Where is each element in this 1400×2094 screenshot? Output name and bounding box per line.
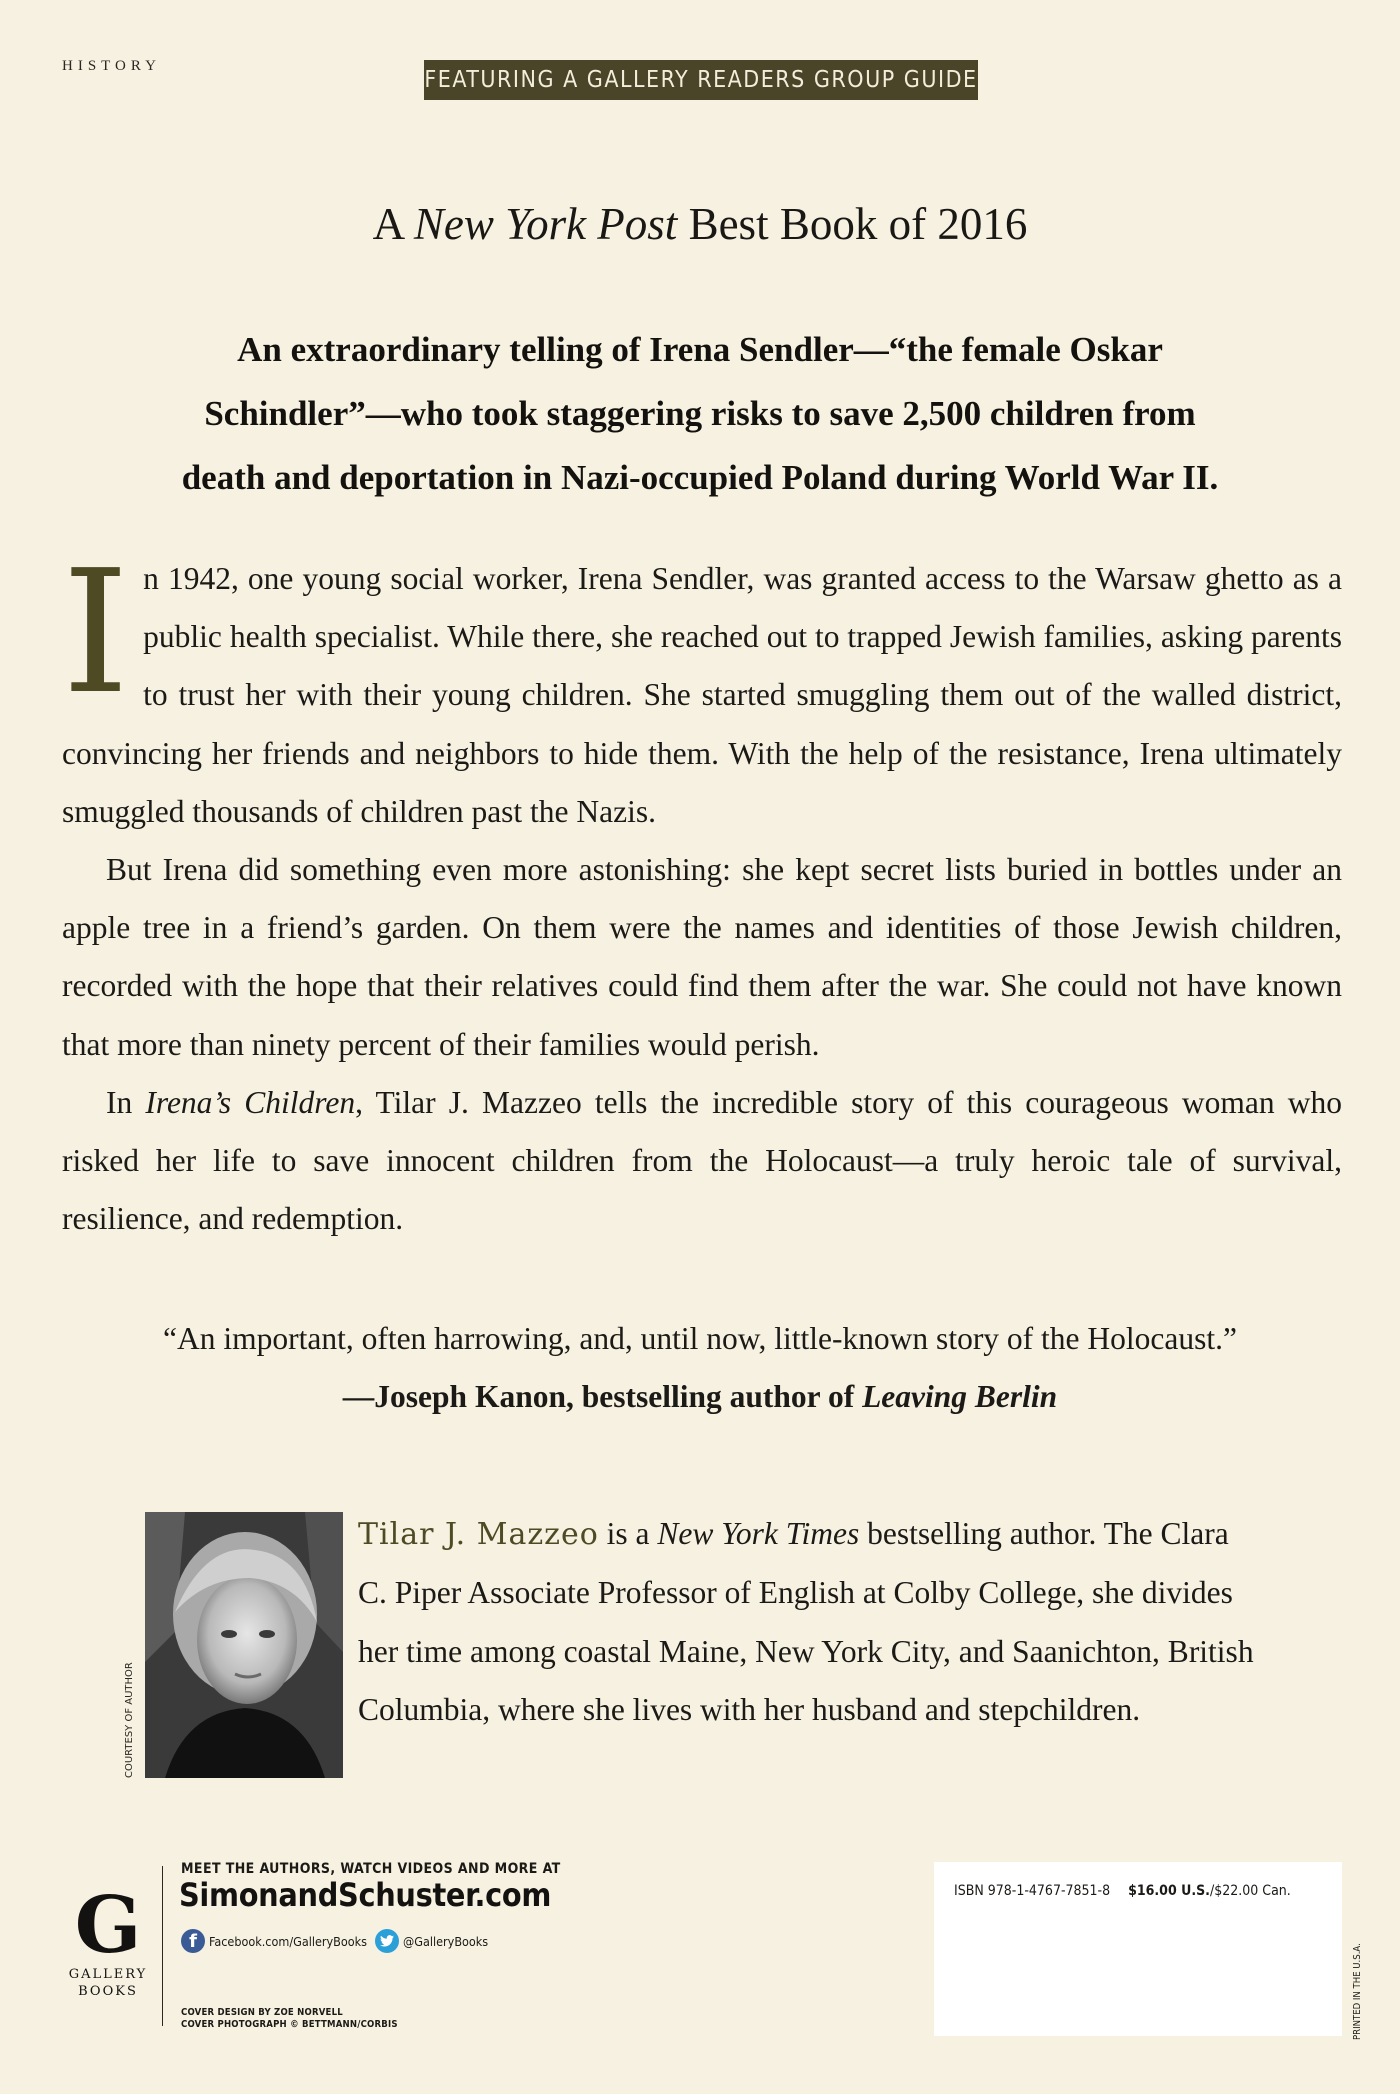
facebook-link[interactable]: Facebook.com/GalleryBooks [209, 1933, 368, 1949]
description-paragraph: But Irena did something even more astonishing: she kept secret lists buried in bottles under an apple tree in a friend’s garden. On them were the names and identities of those Jewish children, recorded with the hope that their relatives could find them after the war. She could not have known that more than ninety percent of their families would perish. [62, 852, 1342, 1062]
description [62, 534, 1342, 1248]
drop-cap: I [62, 534, 130, 732]
twitter-link[interactable]: @GalleryBooks [403, 1933, 489, 1949]
blurb-quote: “An important, often harrowing, and, until now, little-known story of the Holocaust.” [163, 1321, 1237, 1356]
accolade-publication: New York Post [413, 199, 678, 249]
blurb-attribution [60, 1368, 1340, 1426]
isbn-number: ISBN 978-1-4767-7851-8 [954, 1883, 1111, 1899]
footer-divider [162, 1866, 163, 2026]
tagline [130, 318, 1270, 510]
author-photo-image [145, 1512, 343, 1778]
logo-mark: G [74, 1880, 142, 1971]
publisher-logo [56, 1880, 160, 2000]
accolade-suffix: Best Book of 2016 [677, 199, 1028, 249]
description-paragraph [62, 534, 1342, 841]
category-label: HISTORY [62, 58, 161, 74]
isbn-price [954, 1883, 1291, 1899]
social-links [181, 1929, 488, 1953]
tagline-line: An extraordinary telling of Irena Sendler—“the female Oskar [237, 330, 1163, 369]
paragraph-text: , Tilar J. Mazzeo tells the incredible story of this courageous woman who risked her life to save innocent children from the Holocaust—a truly heroic tale of survival, resilience, and redemption. [62, 1084, 1342, 1237]
printed-in: PRINTED IN THE U.S.A. [1352, 1943, 1363, 2040]
author-photo [145, 1512, 343, 1778]
website-link[interactable]: SimonandSchuster.com [179, 1876, 552, 1914]
attribution-text: —Joseph Kanon, bestselling author of [342, 1379, 863, 1414]
review-blurb [60, 1310, 1340, 1426]
author-bio [358, 1505, 1258, 1739]
accolade [0, 198, 1400, 250]
cover-credits [181, 2007, 398, 2031]
tagline-line: Schindler”—who took staggering risks to save 2,500 children from [204, 394, 1196, 433]
twitter-icon[interactable] [375, 1929, 399, 1953]
bio-publication: New York Times [657, 1516, 860, 1551]
guide-banner: FEATURING A GALLERY READERS GROUP GUIDE [424, 60, 978, 100]
paragraph-text: n 1942, one young social worker, Irena Sendler, was granted access to the Warsaw ghetto as a public health specialist. While there, she reached out to trapped Jewish families, asking parents to trust her with their young children. She started smuggling them out of the walled district, convincing her friends and neighbors to hide them. With the help of the resistance, Irena ultimately smuggled thousands of children past the Nazis. [62, 561, 1342, 829]
book-title: Irena’s Children [145, 1084, 356, 1120]
credit-line: COVER PHOTOGRAPH © BETTMANN/CORBIS [181, 2019, 398, 2030]
author-name: Tilar J. Mazzeo [358, 1517, 599, 1552]
credit-line: COVER DESIGN BY ZOE NORVELL [181, 2007, 343, 2018]
logo-text: BOOKS [78, 1984, 138, 1999]
price-can: /$22.00 Can. [1209, 1883, 1291, 1899]
attribution-book-title: Leaving Berlin [862, 1379, 1058, 1414]
paragraph-text: In [106, 1084, 146, 1120]
logo-text: GALLERY [68, 1967, 148, 1982]
facebook-icon[interactable]: f [181, 1929, 205, 1953]
photo-credit: COURTESY OF AUTHOR [124, 1662, 135, 1778]
tagline-line: death and deportation in Nazi-occupied Poland during World War II. [181, 458, 1219, 497]
price [1128, 1883, 1291, 1899]
accolade-prefix: A [372, 199, 414, 249]
meet-authors-text: MEET THE AUTHORS, WATCH VIDEOS AND MORE AT [181, 1861, 561, 1877]
bio-text: bestselling author. The Clara C. Piper Associate Professor of English at Colby College, she divides her time among coastal Maine, New York City, and Saanichton, British Columbia, where she lives with her husband and stepchildren. [358, 1516, 1254, 1727]
bio-text: is a [598, 1516, 658, 1551]
twitter-bird [380, 1935, 394, 1947]
description-paragraph [62, 1074, 1342, 1249]
price-us: $16.00 U.S. [1128, 1883, 1210, 1899]
